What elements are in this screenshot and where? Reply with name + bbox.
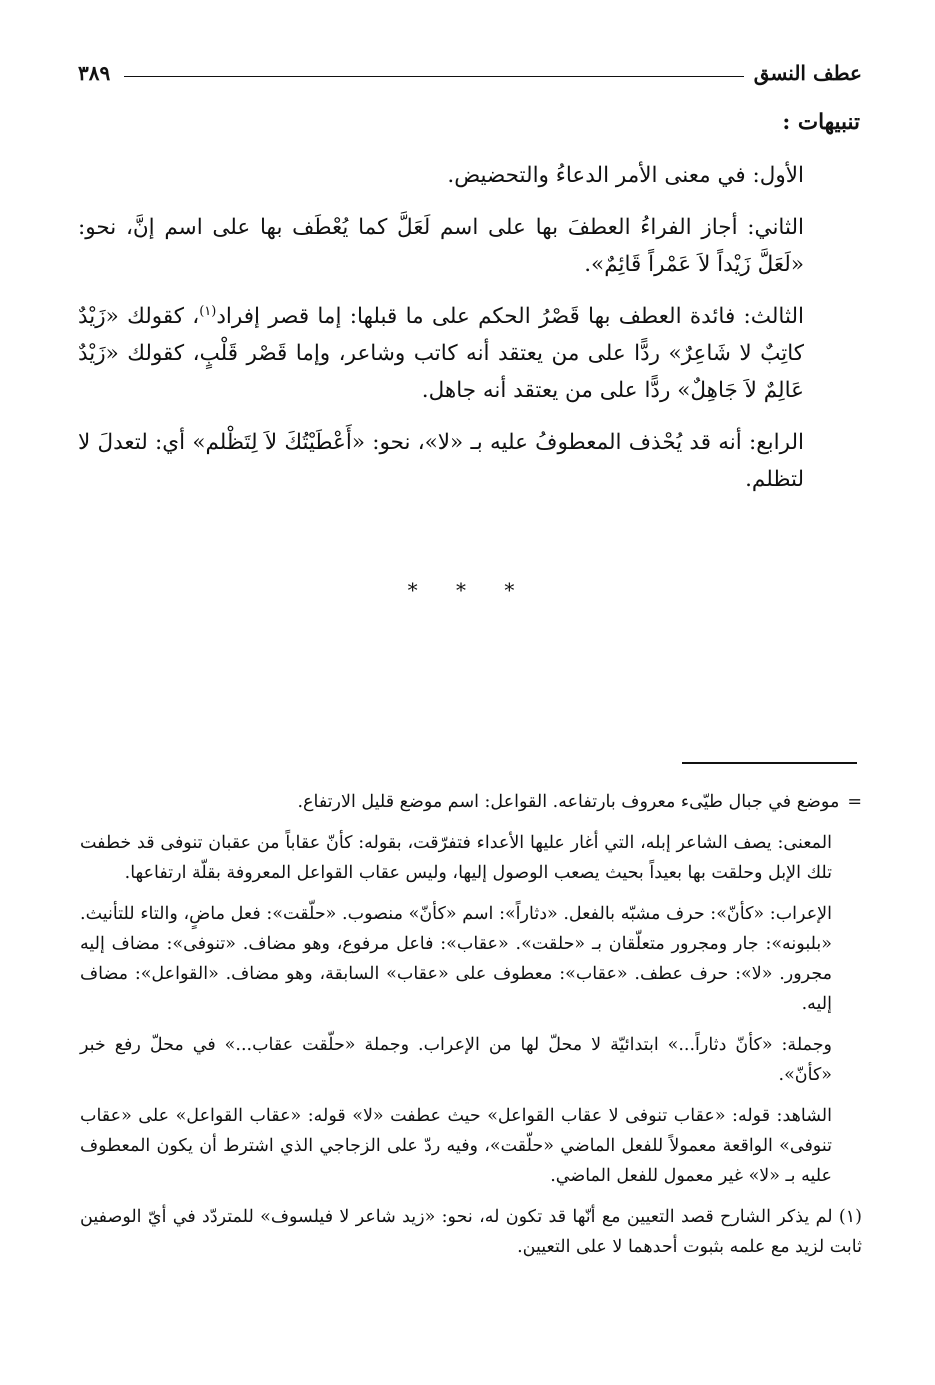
page-number: ٣٨٩ [78,61,111,85]
note-third-part-b: ، كقولك «زَيْدٌ كاتِبٌ لا شَاعِرٌ» ردًّا على من يعتقد أنه كاتب وشاعر، وإما قَصْر قَلْبٍ، كقولك «زَيْدٌ عَالِمٌ لاَ جَاهِلٌ» ردًّا على من يعتقد أنه جاهل. [78,304,804,403]
footnote-one: (١) لم يذكر الشارح قصد التعيين مع أنّها قد تكون له، نحو: «زيد شاعر لا فيلسوف» للمتردّد في أيّ الوصفين ثابت لزيد مع علمه بثبوت أحدهما لا على التعيين. [80,1207,862,1257]
footnote-ref[interactable]: (١) [199,303,217,319]
footnote-meaning: المعنى: يصف الشاعر إبله، التي أغار عليها الأعداء فتفرّقت، بقوله: كأنّ عقاباً من عقبان تنوفى قد خطفت تلك الإبل وحلقت بها بعيداً بحيث يصعب الوصول إليها، وليس عقاب القواعل المعروفة بقلّة ارتفاعها. [80,833,832,883]
running-title: عطف النسق [753,61,862,85]
header-rule [124,76,744,77]
footnote-evidence: الشاهد: قوله: «عقاب تنوفى لا عقاب القواعل» حيث عطفت «لا» قوله: «عقاب القواعل» على «عقاب تنوفى» الواقعة معمولاً للفعل الماضي «حلّقت»، وفيه ردّ على الزجاجي الذي اشترط أن يكون المعطوف عليه بـ «لا» غير معمول للفعل الماضي. [80,1106,832,1186]
section-separator: * * * [407,578,531,602]
note-third [78,298,860,409]
footnote-continuation [80,787,862,817]
footnote-rule [682,762,857,764]
footnote-continuation-text: موضع في جبال طيّىء معروف بارتفاعه. القواعل: اسم موضع قليل الارتفاع. [297,792,840,812]
note-third-part-a: الثالث: فائدة العطف بها قَصْرُ الحكم على ما قبلها: إما قصر إفراد [216,304,804,329]
note-second: الثاني: أجاز الفراءُ العطفَ بها على اسم لَعَلَّ كما يُعْطَف بها على اسم إنَّ، نحو: «لَعَلَّ زَيْداً لاَ عَمْراً قَائِمٌ». [78,215,804,277]
main-text [78,104,860,513]
note-fourth: الرابع: أنه قد يُحْذف المعطوفُ عليه بـ «لا»، نحو: «أَعْطَيْتُكَ لاَ لِتَظْلم» أي: لتعدلَ لا لتظلم. [78,430,804,492]
section-title: تنبيهات : [782,110,860,135]
footnote-sentence: وجملة: «كأنّ دثاراً...» ابتدائيّة لا محلّ لها من الإعراب. وجملة «حلّقت عقاب...» في محلّ رفع خبر «كأنّ». [80,1035,832,1085]
note-first: الأول: في معنى الأمر الدعاءُ والتحضيض. [447,163,804,188]
footnote-parsing: الإعراب: «كأنّ»: حرف مشبّه بالفعل. «دثاراً»: اسم «كأنّ» منصوب. «حلّقت»: فعل ماضٍ، والتاء للتأنيث. «بلبونه»: جار ومجرور متعلّقان بـ «حلقت». «عقاب»: فاعل مرفوع، وهو مضاف. «تنوفى»: مضاف إليه مجرور. «لا»: حرف عطف. «عقاب»: معطوف على «عقاب» السابقة، وهو مضاف. «القواعل»: مضاف إليه. [80,904,832,1014]
continuation-mark: = [847,792,862,812]
footnotes [80,787,862,1273]
page-header [78,58,862,92]
